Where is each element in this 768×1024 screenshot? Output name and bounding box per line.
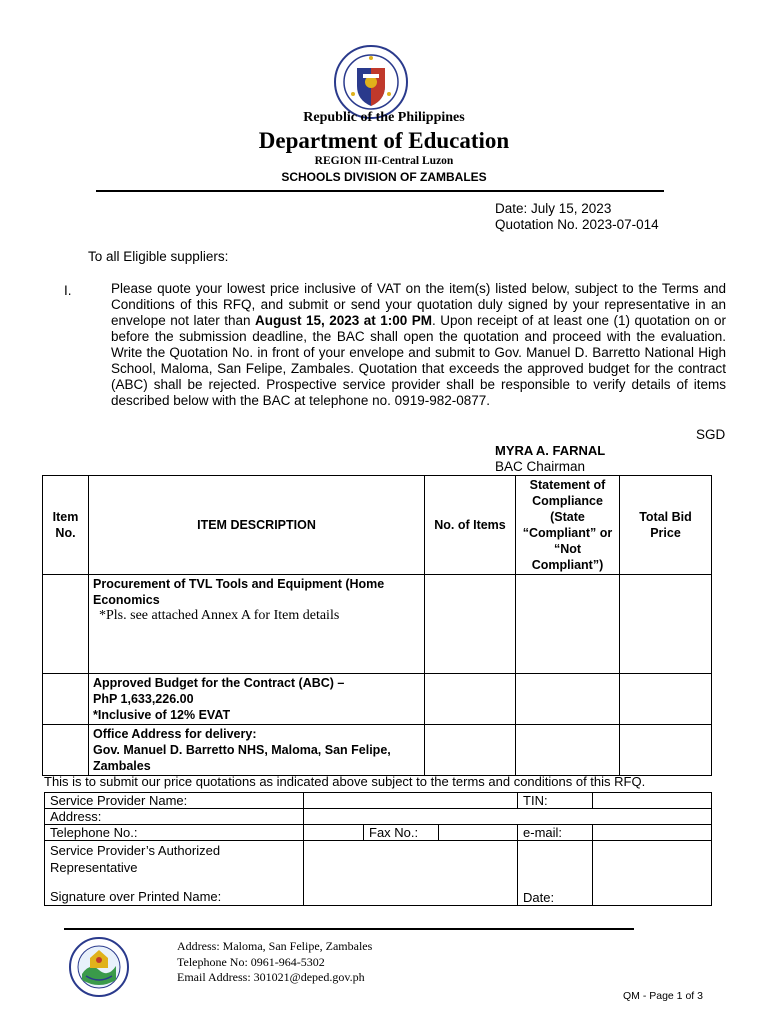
email-field[interactable]: [593, 825, 712, 841]
fax-field[interactable]: [439, 825, 518, 841]
header-rule: [96, 190, 664, 192]
abc-label: Approved Budget for the Contract (ABC) –: [93, 676, 345, 690]
table-row: [43, 575, 712, 674]
instructions-text-1: Please quote your lowest price inclusive of VAT on the item(s) listed below, subject to the Terms and Conditions of this RFQ, and submit or send your quotation duly signed by your representative in an envelope not later than: [111, 281, 726, 328]
address-label: Address:: [45, 809, 304, 825]
instructions-paragraph: [111, 281, 726, 409]
chair-title: BAC Chairman: [495, 459, 586, 474]
header-total-bid: Total Bid Price: [620, 476, 712, 575]
header-compliance: Statement of Compliance (State “Compliant” or “Not Compliant”): [516, 476, 620, 575]
tin-field[interactable]: [593, 793, 712, 809]
footer-address: Address: Maloma, San Felipe, Zambales: [177, 939, 373, 953]
delivery-label: Office Address for delivery:: [93, 727, 257, 741]
section-numeral: I.: [64, 283, 72, 298]
provider-name-label: Service Provider Name:: [45, 793, 304, 809]
division-heading: SCHOOLS DIVISION OF ZAMBALES: [281, 170, 487, 184]
table-row: [43, 725, 712, 776]
date-field[interactable]: [593, 841, 712, 906]
abc-amount: PhP 1,633,226.00: [93, 692, 194, 706]
form-row: [45, 825, 712, 841]
telephone-label: Telephone No.:: [45, 825, 304, 841]
item-title: Procurement of TVL Tools and Equipment (Home Economics: [93, 577, 385, 607]
date-block: [495, 201, 659, 233]
delivery-address: Gov. Manuel D. Barretto NHS, Maloma, San Felipe, Zambales: [93, 743, 391, 773]
provider-name-field[interactable]: [304, 793, 518, 809]
signature-label: Signature over Printed Name:: [50, 889, 222, 904]
deadline: August 15, 2023 at 1:00 PM: [255, 313, 433, 328]
instructions-text-2: . Upon receipt of at least one (1) quotation on or before the submission deadline, the BAC shall open the quotation and proceed with the evaluation. Write the Quotation No. in front of your envelope and submit to Gov. Manuel D. Barretto National High School, Maloma, San Felipe, Zambales. Quotation that exceeds the approved budget for the contract (ABC) shall be rejected. Prospective service provider shall be responsible to verify details of items described below with the BAC at telephone no. 0919-982-0877.: [111, 313, 726, 408]
footer-contact: [177, 939, 372, 986]
department-title: Department of Education: [258, 128, 510, 153]
form-row: [45, 793, 712, 809]
footer-telephone: Telephone No: 0961-964-5302: [177, 954, 325, 969]
submit-note: This is to submit our price quotations as indicated above subject to the terms and conditions of this RFQ.: [44, 774, 646, 789]
telephone-field[interactable]: [304, 825, 364, 841]
items-table: [42, 475, 712, 776]
header-no-items: No. of Items: [425, 476, 516, 575]
abc-note: *Inclusive of 12% EVAT: [93, 708, 231, 722]
header-description: ITEM DESCRIPTION: [89, 476, 425, 575]
quotation-number: Quotation No. 2023-07-014: [495, 217, 659, 232]
date-label: Date:: [518, 841, 593, 906]
region-heading: REGION III-Central Luzon: [314, 155, 454, 167]
form-row: [45, 841, 712, 906]
tin-label: TIN:: [518, 793, 593, 809]
republic-heading: Republic of the Philippines: [303, 110, 465, 125]
email-label: e-mail:: [518, 825, 593, 841]
signature-field[interactable]: [304, 841, 518, 906]
authorized-label: Service Provider’s Authorized Representative: [50, 843, 221, 875]
table-header-row: [43, 476, 712, 575]
date-line: Date: July 15, 2023: [495, 201, 612, 216]
fax-label: Fax No.:: [364, 825, 439, 841]
supplier-form: [44, 792, 712, 906]
address-field[interactable]: [304, 809, 712, 825]
signed-mark: SGD: [696, 427, 726, 442]
footer-rule: [64, 928, 634, 930]
page-indicator: QM - Page 1 of 3: [623, 990, 703, 1002]
table-row: [43, 674, 712, 725]
salutation: To all Eligible suppliers:: [88, 249, 229, 264]
footer-email: Email Address: 301021@deped.gov.ph: [177, 970, 365, 984]
division-seal-icon: [68, 936, 130, 998]
chair-name: MYRA A. FARNAL: [495, 443, 606, 458]
header-item-no: Item No.: [43, 476, 89, 575]
item-note: *Pls. see attached Annex A for Item details: [99, 608, 340, 623]
form-row: [45, 809, 712, 825]
deped-seal-icon: [333, 44, 409, 120]
